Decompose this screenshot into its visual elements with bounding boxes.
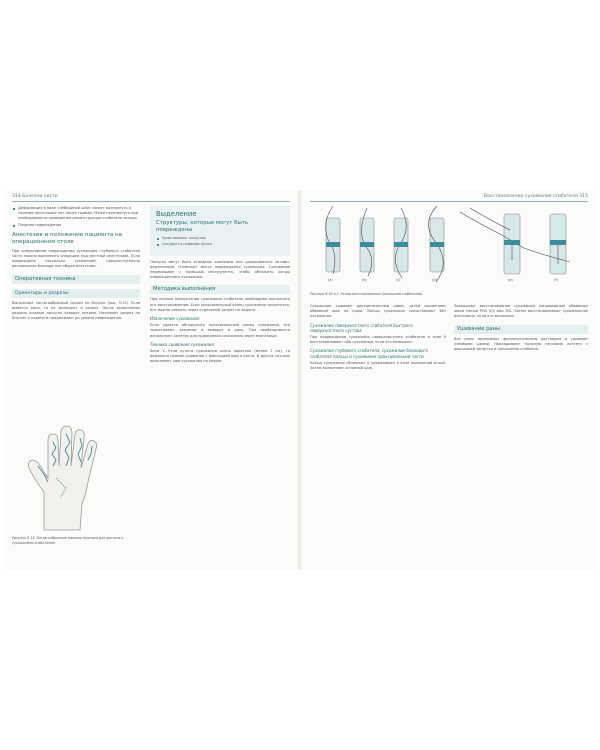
paragraph: Лоскуты могут быть отведены крючками или удерживаться нитями-держалками. Отмечают места повреждения сухожилия. Сухожилие перемещают с помощью инструмента, чтобы обнажить концы поврежденного сухожилия. — [150, 259, 290, 280]
paragraph: При повреждении сухожилия поверхностного сгибателя в зоне II восстанавливают оба сухожилия, если это возможно. — [310, 335, 446, 345]
paragraph: Сухожилие сшивают двухцепочечным швом, затем выполняют обвивной шов по краю. Концы сухожилия сопоставляют без натяжения. — [310, 304, 446, 319]
right-column-1 — [310, 304, 446, 374]
figure-caption-left: Рисунок 9.15. Зигзагообразные разрезы Брунера для доступа к сухожилиям сгибателей. — [12, 536, 124, 545]
panel-label-d: (d) — [432, 278, 437, 282]
box-title: Выделение — [156, 210, 197, 218]
list-item: Деформация в виде «лебединой шеи» может возникнуть в течение нескольких лет после травмы. Может возникнуть при необходимости проведения реконструкции сгибателя пальца — [12, 206, 140, 222]
tendon-suture-illustration — [310, 204, 590, 288]
panel-label-a: (a) — [328, 278, 333, 282]
hand-incision-figure — [18, 422, 134, 532]
header-rule — [310, 201, 588, 202]
paragraph: Зона 1. Если культя сухожилия очень короткая (менее 1 см), то возможно прямое сшивание с фиксацией шва к кости. В других случаях выполняют шов сухожилия по Kessler. — [150, 349, 290, 364]
middle-column — [150, 206, 290, 368]
section-bar-wound-closure: Ушивание раны — [454, 325, 588, 334]
list-item: Края кожных лоскутов — [156, 236, 286, 241]
subheading: Сухожилие поверхностного сгибателя быстрого поверхностного сустава — [310, 322, 413, 333]
section-bar-method: Методика выполнения — [150, 285, 290, 294]
left-column — [12, 206, 140, 324]
panel-label-e: (e) — [508, 278, 513, 282]
running-head-left: 314 Болезни кисти — [12, 194, 58, 199]
subsection-bar-landmarks: Ориентиры и разрезы — [12, 289, 140, 298]
paragraph: При оперативном повреждении сухожилия глубокого сгибателя часто можно выполнить операцию под местной анестезией. Если повреждено несколько сухожилий, предпочтительна регионарная блокада или общая анестезия. — [12, 248, 140, 269]
running-head-right: Восстановление сухожилия сгибателя 315 — [483, 194, 588, 199]
info-box — [150, 206, 290, 256]
panel-label-f: (f) — [554, 278, 558, 282]
subheading: Сухожилие глубокого сгибателя, сухожилие блокового сгибателя пальца и сухожилие проксимальной части — [310, 348, 428, 359]
book-spread — [4, 190, 596, 570]
paragraph: Выполняют зигзагообразный разрез по Brunner (рис. 9.15). Если имеется рана, то ее включают в разрез. После выполнения разреза кожные лоскуты отводят нитями. Начинают разрез по Brunner к ладони и продолжают до уровня повреждения. — [12, 300, 140, 321]
figure-caption-right: Рисунок 9.16 a–f. Этапы восстановления сухожилий сгибателей. — [310, 292, 423, 296]
list-item: Поздние повреждения — [12, 223, 140, 228]
paragraph: Все раны промывают физиологическим раствором и ушивают узловыми швами. Накладывают тыльную гипсовую лонгету с фиксацией запястья в положении сгибания. — [454, 336, 588, 352]
list-item: Сосудисто-нервные пучки — [156, 242, 286, 247]
paragraph: Концы сухожилия сближают и удерживают в этом положении иглой. Затем выполняют основной шов. — [310, 360, 446, 371]
tendon-repair-figure — [310, 204, 590, 288]
subheading-extraction: Извлечение сухожилия — [150, 316, 200, 322]
header-rule — [12, 201, 290, 202]
section-heading-anesthesia: Анестезия и положение пациента на операционном столе — [12, 231, 123, 245]
paragraph: Завершают восстановление сухожилия непрерывным обвивным швом нитью PDS 5/0 или 6/0. Затем восстанавливают сухожильное влагалище, если это возможно. — [454, 304, 588, 319]
panel-label-b: (b) — [362, 278, 367, 282]
right-page — [302, 190, 596, 570]
subheading-suture: Техника сшивания сухожилия — [150, 341, 214, 347]
bullet-list-top — [12, 206, 140, 228]
left-page — [4, 190, 298, 570]
box-list — [156, 236, 286, 247]
paragraph: Если удается обнаружить проксимальный конец сухожилия, его захватывают зажимом и выводят в рану. При необходимости используют катетер для проведения сухожилия через влагалище. — [150, 323, 290, 338]
paragraph: При полном пересечении сухожилия сгибателя необходимо выполнить его восстановление. Если проксимальный конец сухожилия сократился, его можно извлечь через отдельный разрез на ладони. — [150, 297, 290, 312]
panel-label-c: (c) — [396, 278, 401, 282]
box-subtitle: Структуры, которые могут быть повреждены — [156, 220, 249, 233]
section-bar-technique: Оперативная техника — [12, 275, 140, 284]
hand-icon — [18, 422, 134, 532]
right-column-2 — [454, 304, 588, 355]
